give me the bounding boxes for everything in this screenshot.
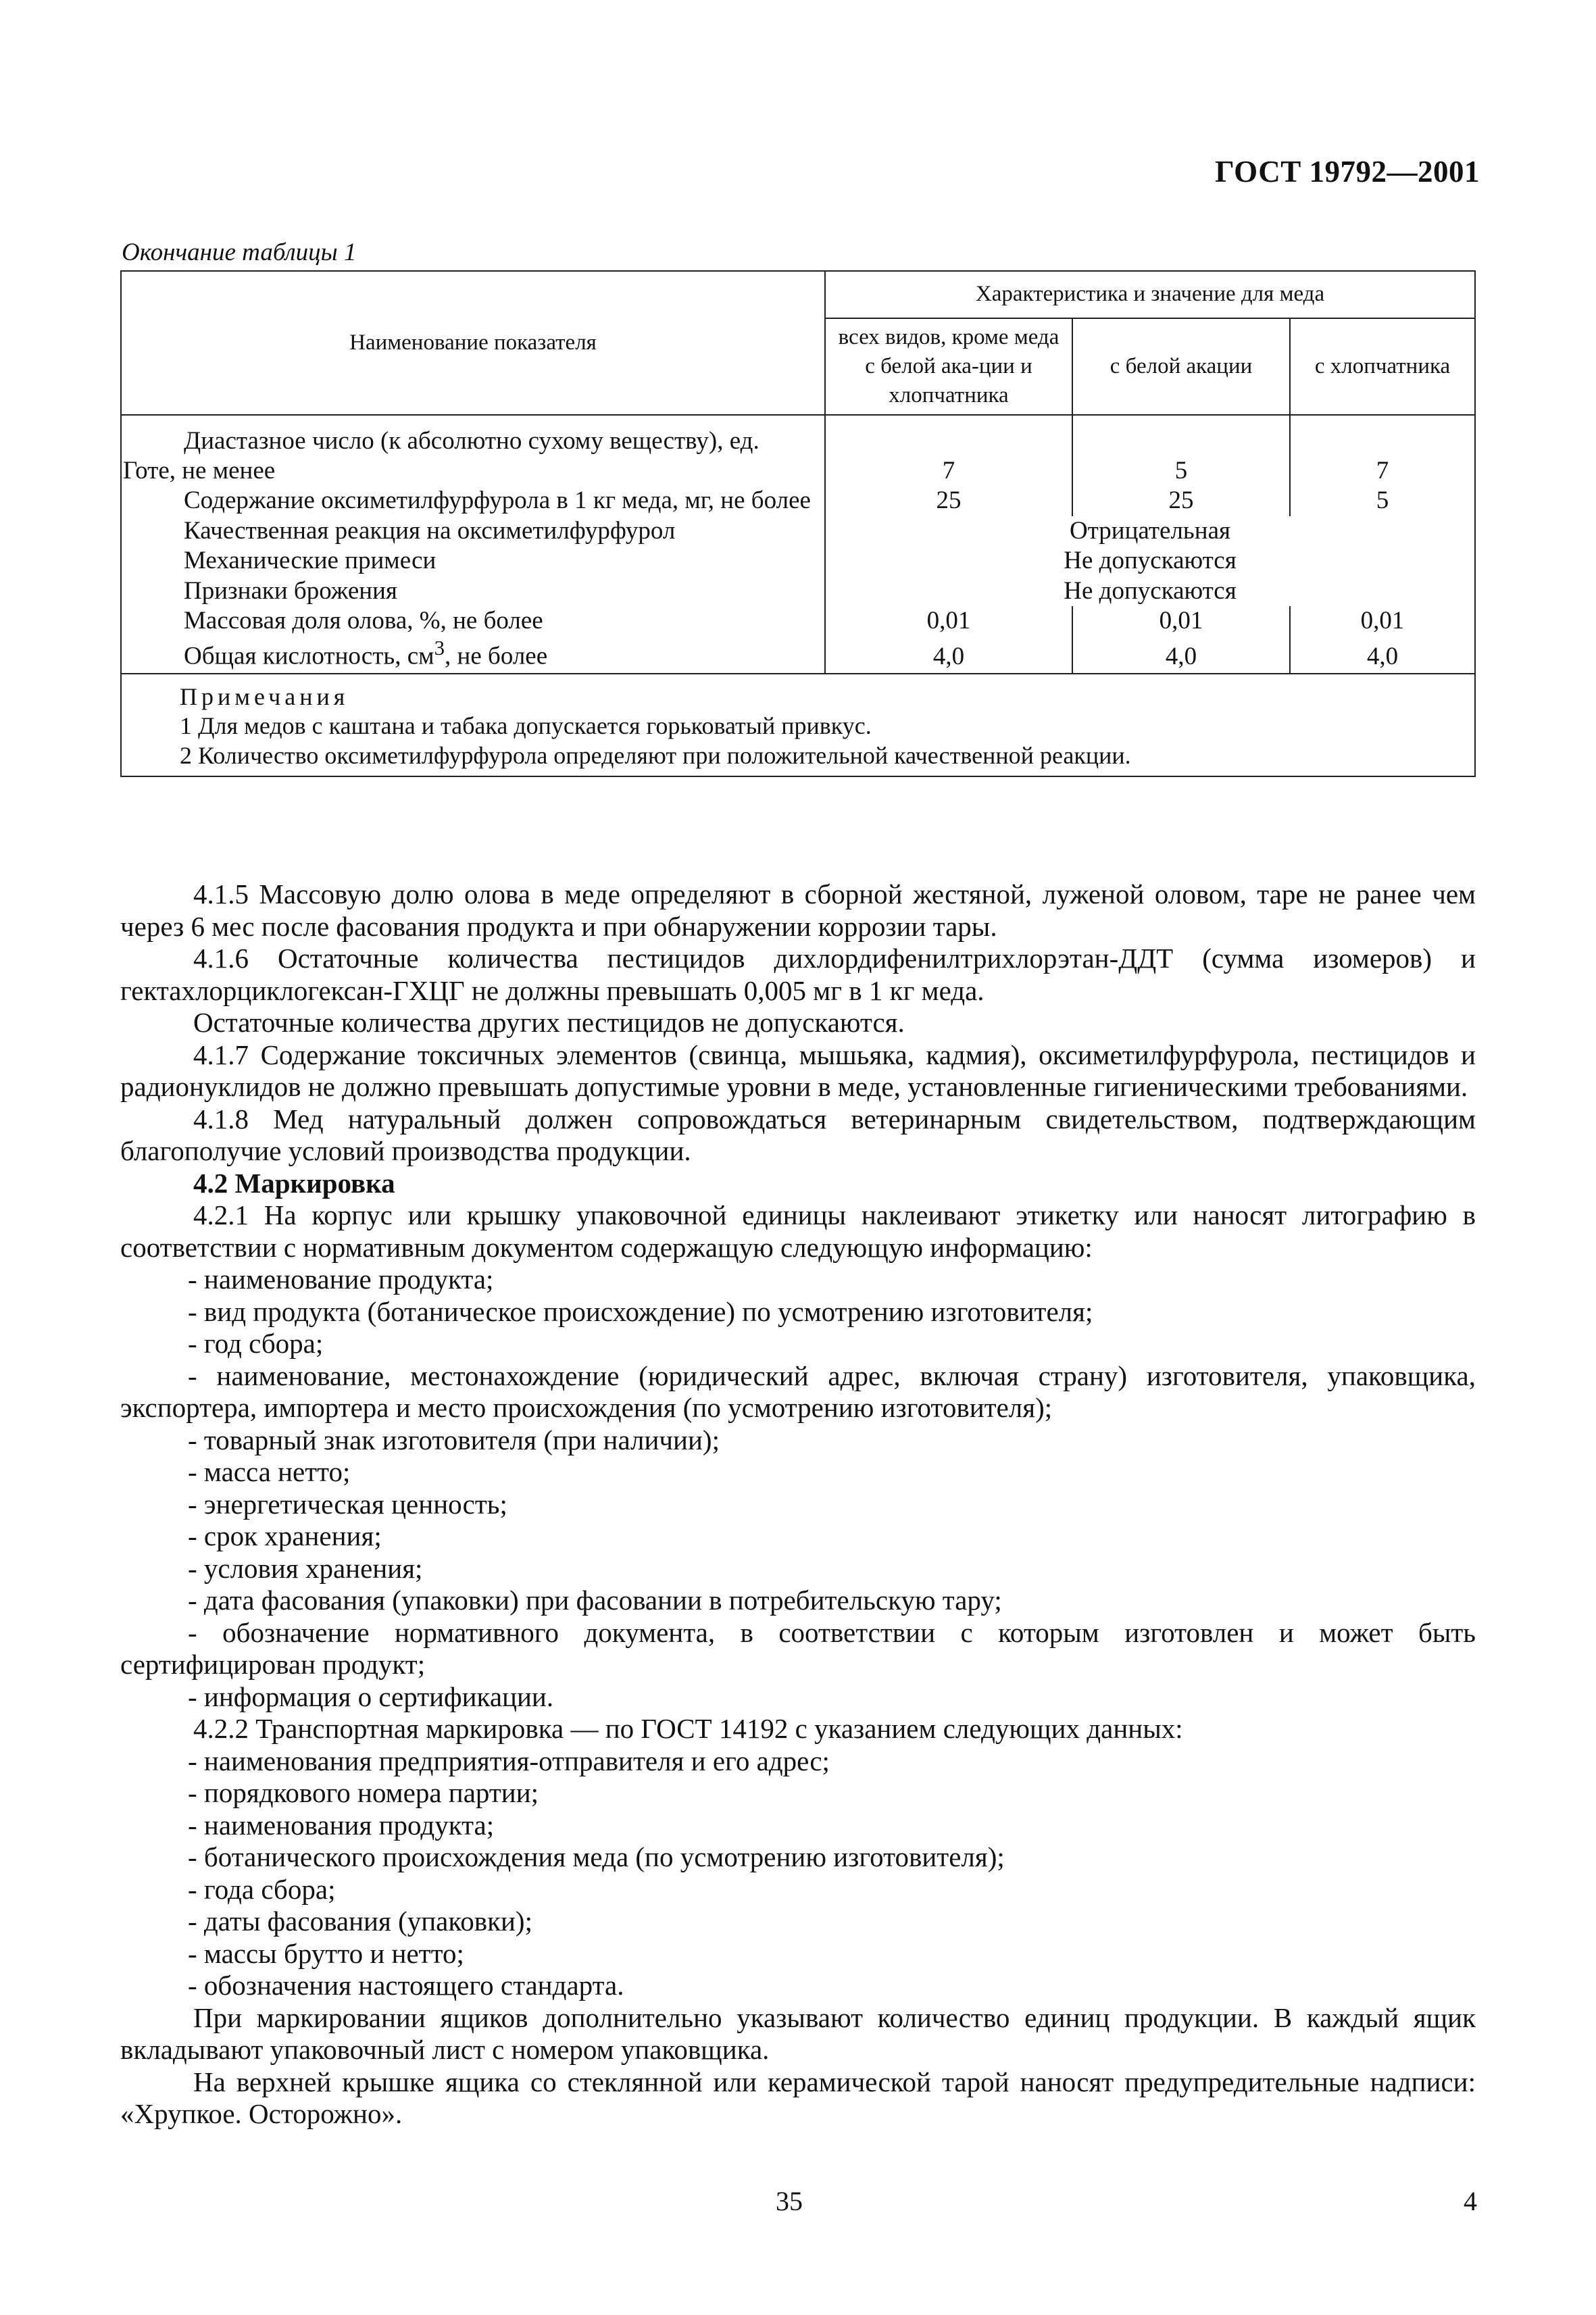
row-name: Массовая доля олова, %, не более xyxy=(121,606,825,636)
list-item: - масса нетто; xyxy=(188,1456,351,1487)
row-name: Содержание оксиметилфурфурола в 1 кг меда, мг, не более xyxy=(121,486,825,516)
cell-value: 4,0 xyxy=(1072,636,1290,674)
list-item: - наименование продукта; xyxy=(188,1264,494,1295)
list-item: - вид продукта (ботаническое происхождение) по усмотрению изготовителя; xyxy=(188,1295,1093,1327)
table-row xyxy=(121,516,1475,546)
list-item: - массы брутто и нетто; xyxy=(188,1937,464,1969)
page-number: 4 xyxy=(1464,2186,1477,2216)
list-item: - года сбора; xyxy=(188,1873,336,1905)
col-header-white-acacia: с белой акации xyxy=(1072,318,1290,415)
row-name: Механические примеси xyxy=(121,546,825,576)
col-header-name: Наименование показателя xyxy=(121,271,825,415)
table-row xyxy=(121,486,1475,516)
list-item: - обозначение нормативного документа, в соответствии с которым изготовлен и может быть сертифицирован продукт; xyxy=(120,1616,1476,1680)
paragraph: 4.2.2 Транспортная маркировка — по ГОСТ 14192 с указанием следующих данных: xyxy=(193,1713,1183,1744)
list-item: - год сбора; xyxy=(188,1328,324,1359)
list-item: - наименования предприятия-отправителя и его адрес; xyxy=(188,1745,830,1776)
paragraph: 4.1.8 Мед натуральный должен сопровождаться ветеринарным свидетельством, подтверждающим благополучие условий производства продукции. xyxy=(120,1103,1476,1166)
document-body xyxy=(120,878,1476,2131)
list-item: - порядкового номера партии; xyxy=(188,1777,539,1808)
cell-value: 0,01 xyxy=(1072,606,1290,636)
cell-value: 4,0 xyxy=(825,636,1072,674)
cell-value: 5 xyxy=(1290,486,1475,516)
table-row xyxy=(121,636,1475,674)
note-item: 2 Количество оксиметилфурфурола определяют при положительной качественной реакции. xyxy=(180,741,1131,769)
table-row xyxy=(121,576,1475,606)
list-item: - энергетическая ценность; xyxy=(188,1488,507,1520)
table-notes xyxy=(121,674,1475,776)
row-name: Общая кислотность, $см^3$, не более xyxy=(121,636,825,674)
cell-value: 4,0 xyxy=(1290,636,1475,674)
row-name: Качественная реакция на оксиметилфурфурол xyxy=(121,516,825,546)
notes-title: Примечания xyxy=(180,683,349,711)
cell-merged: Не допускаются xyxy=(825,546,1475,576)
row-name: Признаки брожения xyxy=(121,576,825,606)
list-item: - наименования продукта; xyxy=(188,1809,495,1841)
list-item: - наименование, местонахождение (юридический адрес, включая страну) изготовителя, упаковщика, экспортера, импортера и место происхождения (по усмотрению изготовителя); xyxy=(120,1360,1476,1423)
paragraph: 4.2.1 На корпус или крышку упаковочной единицы наклеивают этикетку или наносят литографию в соответствии с нормативным документом содержащую следующую информацию: xyxy=(120,1199,1476,1263)
table-row xyxy=(121,606,1475,636)
col-header-group: Характеристика и значение для меда xyxy=(825,271,1475,318)
cell-value: 25 xyxy=(936,487,962,515)
paragraph: Остаточные количества других пестицидов не допускаются. xyxy=(193,1007,905,1038)
section-heading: 4.2 Маркировка xyxy=(193,1167,395,1199)
col-header-cotton: с хлопчатника xyxy=(1290,318,1475,415)
list-item: - условия хранения; xyxy=(188,1552,423,1584)
cell-value: 0,01 xyxy=(926,607,971,635)
cell-value: 5 xyxy=(1072,415,1290,487)
cell-merged: Отрицательная xyxy=(825,516,1475,546)
row-name: Диастазное число (к абсолютно сухому веществу), ед. Готе, не менее xyxy=(121,415,825,487)
table-row xyxy=(121,546,1475,576)
paragraph: 4.1.7 Содержание токсичных элементов (свинца, мышьяка, кадмия), оксиметилфурфурола, пестицидов и радионуклидов не должно превышать допустимые уровни в меде, установленные гигиеническими требованиями. xyxy=(120,1039,1476,1102)
list-item: - даты фасования (упаковки); xyxy=(188,1906,532,1937)
list-item: - ботанического происхождения меда (по усмотрению изготовителя); xyxy=(188,1841,1005,1872)
table-row xyxy=(121,415,1475,487)
list-item: - обозначения настоящего стандарта. xyxy=(188,1970,624,2001)
paragraph: При маркировании ящиков дополнительно указывают количество единиц продукции. В каждый ящик вкладывают упаковочный лист с номером упаковщика. xyxy=(120,2001,1476,2065)
paragraph: 4.1.5 Массовую долю олова в меде определяют в сборной жестяной, луженой оловом, таре не ранее чем через 6 мес после фасования продукта и при обнаружении коррозии тары. xyxy=(120,878,1476,942)
cell-value: 25 xyxy=(1072,486,1290,516)
col-header-all-types: всех видов, кроме меда с белой ака-ции и хлопчатника xyxy=(825,318,1072,415)
footer-number: 35 xyxy=(776,2186,803,2216)
indicator-table xyxy=(120,270,1476,777)
paragraph: На верхней крышке ящика со стеклянной или керамической тарой наносят предупредительные надписи: «Хрупкое. Осторожно». xyxy=(120,2066,1476,2129)
list-item: - информация о сертификации. xyxy=(188,1681,554,1712)
cell-value: 0,01 xyxy=(1290,606,1475,636)
table-caption: Окончание таблицы 1 xyxy=(122,239,357,266)
cell-value: 7 xyxy=(942,457,955,485)
cell-value: 7 xyxy=(1290,415,1475,487)
list-item: - дата фасования (упаковки) при фасовании в потребительскую тару; xyxy=(188,1585,1002,1616)
cell-merged: Не допускаются xyxy=(825,576,1475,606)
standard-designation: ГОСТ 19792—2001 xyxy=(1215,155,1480,189)
list-item: - срок хранения; xyxy=(188,1520,382,1551)
note-item: 1 Для медов с каштана и табака допускается горьковатый привкус. xyxy=(180,712,872,740)
paragraph: 4.1.6 Остаточные количества пестицидов дихлордифенилтрихлорэтан-ДДТ (сумма изомеров) и гектахлорциклогексан-ГХЦГ не должны превышать 0,005 мг в 1 кг меда. xyxy=(120,943,1476,1006)
list-item: - товарный знак изготовителя (при наличии); xyxy=(188,1424,720,1455)
